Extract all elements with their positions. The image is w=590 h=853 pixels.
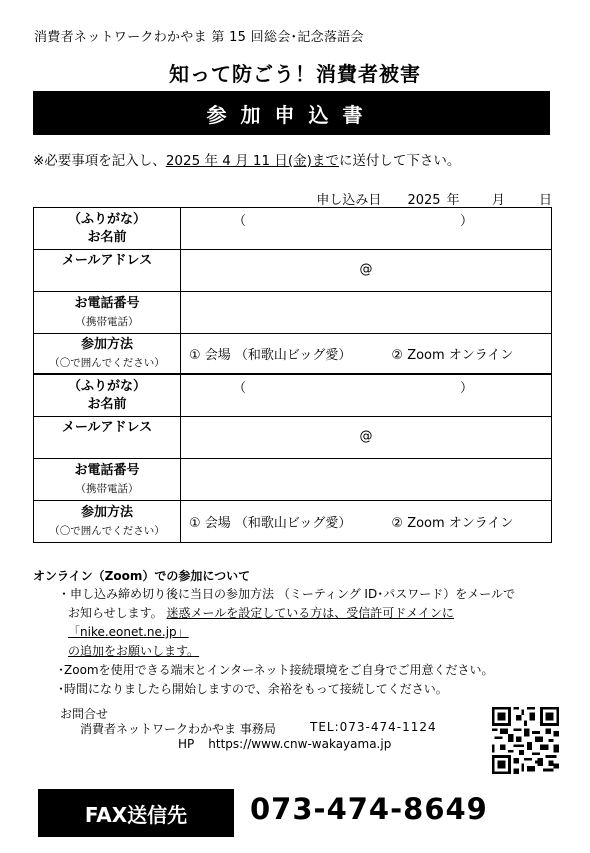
note-line-2 (58, 604, 558, 642)
instruction-text (33, 149, 460, 169)
phone-label: お電話番号 (74, 462, 140, 478)
phone-label-cell (34, 292, 181, 334)
application-day: 日 (538, 193, 552, 208)
note-line-3: の追加をお願いします。 (68, 644, 200, 658)
name-label-cell (34, 208, 181, 250)
method-label-cell (34, 501, 181, 543)
furigana-paren-open: （ (233, 381, 247, 396)
method-sublabel: （〇で囲んでください） (49, 356, 165, 369)
name-label-cell (34, 375, 181, 417)
note-line-1: ・申し込み締め切り後に当日の参加方法 （ミーティング ID･パスワード）をメールで (58, 587, 515, 601)
qr-code-icon[interactable] (492, 707, 559, 774)
contact-tel: TEL:073-474-1124 (310, 720, 437, 734)
at-sign: @ (359, 429, 373, 444)
application-month: 月 (491, 193, 505, 208)
email-field[interactable] (181, 417, 552, 459)
email-label: メールアドレス (61, 253, 153, 268)
email-label-cell (34, 417, 181, 459)
note-line-5: ･時間になりましたら開始しますので、余裕をもって接続してください。 (58, 682, 448, 696)
furigana-paren-close: ） (459, 214, 473, 229)
applicant-form-1 (33, 207, 552, 374)
email-label: メールアドレス (61, 420, 153, 435)
deadline-text: 2025 年 4 月 11 日(金)まで (165, 153, 339, 169)
furigana-label: （ふりがな） (67, 378, 146, 394)
method-option-venue[interactable]: ① 会場 （和歌山ビッグ愛） (189, 348, 352, 363)
method-options (181, 334, 552, 374)
furigana-label: （ふりがな） (67, 211, 146, 227)
instruction-prefix: ※必要事項を記入し、 (33, 153, 166, 169)
form-banner: 参加申込書 (33, 91, 550, 135)
name-label: お名前 (87, 229, 127, 245)
hp-url[interactable]: https://www.cnw-wakayama.jp (208, 737, 392, 751)
online-heading: オンライン（Zoom）での参加について (33, 569, 251, 583)
method-label: 参加方法 (80, 336, 133, 352)
method-option-zoom[interactable]: ② Zoom オンライン (391, 348, 514, 363)
name-field[interactable] (181, 375, 552, 417)
page-title: 知って防ごう！消費者被害 (169, 62, 421, 86)
phone-label: お電話番号 (74, 295, 140, 311)
contact-org: 消費者ネットワークわかやま 事務局 (80, 722, 276, 736)
method-options (181, 501, 552, 543)
name-field[interactable] (181, 208, 552, 250)
at-sign: @ (359, 262, 373, 277)
note-line-4: ･Zoomを使用できる端末とインターネット接続環境をご自身でご用意ください。 (58, 663, 494, 677)
phone-sublabel: （携帯電話） (75, 482, 139, 495)
fax-number: 073-474-8649 (250, 792, 488, 826)
instruction-suffix: に送付して下さい。 (338, 153, 461, 169)
method-label: 参加方法 (80, 504, 133, 520)
note-line-2a: お知らせします。 (68, 606, 163, 620)
furigana-paren-open: （ (233, 214, 247, 229)
method-sublabel: （〇で囲んでください） (49, 524, 165, 537)
name-label: お名前 (87, 396, 127, 412)
organization-line: 消費者ネットワークわかやま 第 15 回総会･記念落語会 (34, 30, 364, 45)
method-label-cell (34, 334, 181, 374)
method-option-zoom[interactable]: ② Zoom オンライン (391, 516, 514, 531)
phone-label-cell (34, 459, 181, 501)
hp-label: HP (178, 737, 195, 751)
application-date-label: 申し込み日 (316, 193, 382, 208)
method-option-venue[interactable]: ① 会場 （和歌山ビッグ愛） (189, 516, 352, 531)
email-label-cell (34, 250, 181, 292)
note-line-2b: 迷惑メールを設定している方は、受信許可ドメインに「nike.eonet.ne.jp」 (68, 606, 454, 639)
fax-label-box: FAX送信先 (38, 789, 234, 837)
online-notes (58, 585, 558, 699)
phone-field[interactable] (181, 292, 552, 334)
contact-label: お問合せ (60, 707, 109, 721)
email-field[interactable] (181, 250, 552, 292)
furigana-paren-close: ） (459, 381, 473, 396)
application-date (316, 189, 552, 208)
applicant-form-2 (33, 374, 552, 543)
contact-hp (178, 737, 391, 751)
phone-field[interactable] (181, 459, 552, 501)
application-year: 2025 年 (407, 193, 460, 208)
phone-sublabel: （携帯電話） (75, 315, 139, 328)
